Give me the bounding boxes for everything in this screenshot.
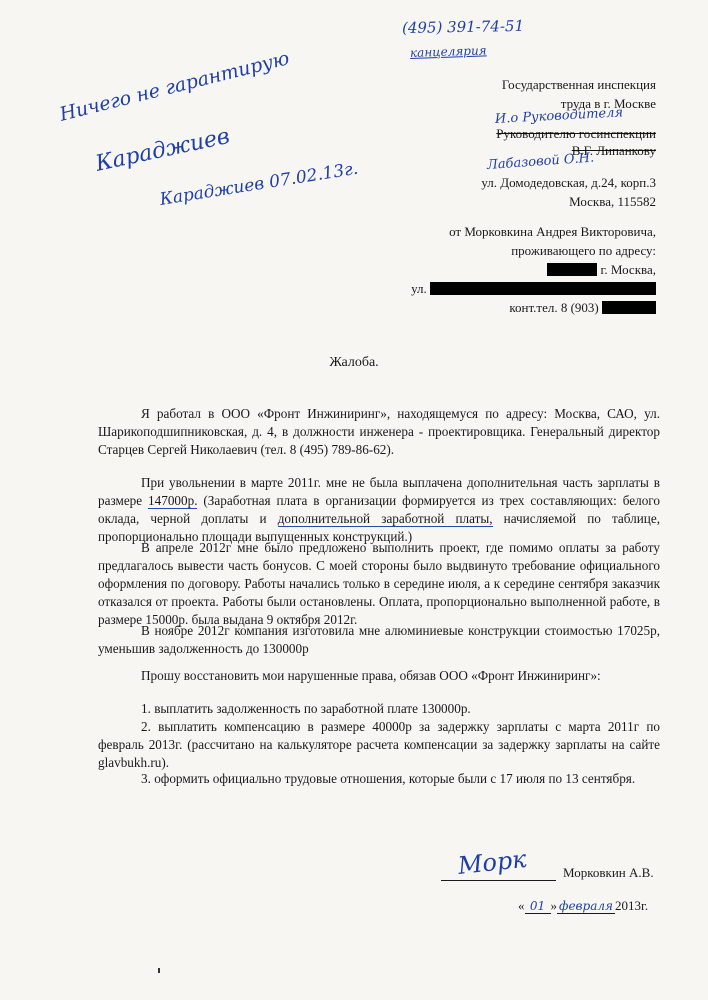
date-quote-close: »	[550, 898, 557, 913]
p2-part-c: начисляемой по таблице, пропорционально площади выпущенных конструкций.)	[98, 511, 660, 544]
p2-amount: 147000р.	[148, 493, 198, 508]
sender-residing: проживающего по адресу:	[511, 243, 656, 258]
handwritten-signature: Морк	[456, 844, 528, 880]
struck-title: Руководителю госинспекции	[496, 126, 656, 141]
resolution-line-3: Караджиев 07.02.13г.	[158, 158, 360, 210]
date-quote-open: «	[518, 898, 525, 913]
request-item-3: 3. оформить официально трудовые отношения, которые были с 17 июля по 13 сентября.	[141, 771, 636, 786]
sender-block	[411, 222, 656, 317]
redacted-block	[547, 263, 597, 276]
handwritten-phone: (495) 391-74-51	[401, 16, 525, 37]
sender-city-row	[411, 260, 656, 279]
struck-name: В.Г. Липанкову	[571, 143, 656, 158]
redacted-block	[602, 301, 656, 314]
date-day: 01	[525, 899, 551, 914]
addressee-line-2: труда в г. Москве	[560, 96, 656, 111]
sender-street-row	[411, 279, 656, 298]
sender-street-prefix: ул.	[411, 281, 427, 296]
addressee-city: Москва, 115582	[569, 194, 656, 209]
paragraph-1: Я работал в ООО «Фронт Инжиниринг», находящемуся по адресу: Москва, САО, ул. Шарикоподшипниковская, д. 4, в должности инженера - проектировщика. Генеральный директор Старцев Сергей Николаевич (тел. 8 (495) 789-86-62).	[98, 406, 660, 457]
handwritten-name: Лабазовой О.Н.	[486, 150, 595, 173]
paragraph-5: Прошу восстановить мои нарушенные права, обязав ООО «Фронт Инжиниринг»:	[141, 668, 601, 683]
paragraph-2	[98, 474, 660, 546]
date-year: 2013г.	[615, 898, 649, 913]
addressee-street: ул. Домодедовская, д.24, корп.3	[481, 175, 656, 190]
paragraph-3: В апреле 2012г мне было предложено выполнить проект, где помимо оплаты за работу предлагалось вывести часть бонусов. С моей стороны было выдвинуто требование официального оформления по договору. Работы начались только в середине июля, а к середине сентября заказчик отказался от проекта. Работы были остановлены. Оплата, пропорционально выполненной работе, в размере 15000р. была выдана 9 октября 2012г.	[98, 540, 660, 627]
document-title: Жалоба.	[329, 355, 379, 370]
addressee-line-1: Государственная инспекция	[501, 77, 656, 92]
paragraph-4: В ноябре 2012г компания изготовила мне алюминиевые конструкции стоимостью 17025р, уменьшив задолженность до 130000р	[98, 623, 660, 656]
signature-date	[518, 898, 648, 914]
scan-mark	[158, 968, 160, 973]
p2-underlined: дополнительной заработной платы,	[277, 511, 493, 526]
request-item-1: 1. выплатить задолженность по заработной плате 130000р.	[141, 701, 471, 716]
redacted-block	[430, 282, 656, 295]
p2-part-b: (Заработная плата в организации формируется из трех составляющих: белого оклада, черной доплаты и	[98, 493, 660, 526]
handwritten-dept: канцелярия	[409, 43, 487, 60]
sender-phone-label: конт.тел. 8 (903)	[509, 300, 599, 315]
request-item-2: 2. выплатить компенсацию в размере 40000р за задержку зарплаты с марта 2011г по февраль 2013г. (рассчитано на калькуляторе расчета компенсации за задержку зарплаты на сайте glavbukh.ru).	[98, 719, 660, 770]
sender-from: от Морковкина Андрея Викторовича,	[449, 224, 656, 239]
addressee-address	[481, 173, 656, 211]
resolution-line-2: Караджиев	[93, 123, 232, 177]
sender-city: г. Москва,	[600, 262, 656, 277]
sender-phone-row	[411, 298, 656, 317]
handwritten-title: И.о Руководителя	[494, 105, 624, 127]
signature-line	[441, 880, 556, 881]
date-month: февраля	[557, 899, 615, 914]
resolution-line-1: Ничего не гарантирую	[57, 47, 292, 126]
p2-part-a: При увольнении в марте 2011г. мне не была выплачена дополнительная часть зарплаты в размере	[98, 475, 660, 508]
signature-name: Морковкин А.В.	[563, 865, 654, 880]
